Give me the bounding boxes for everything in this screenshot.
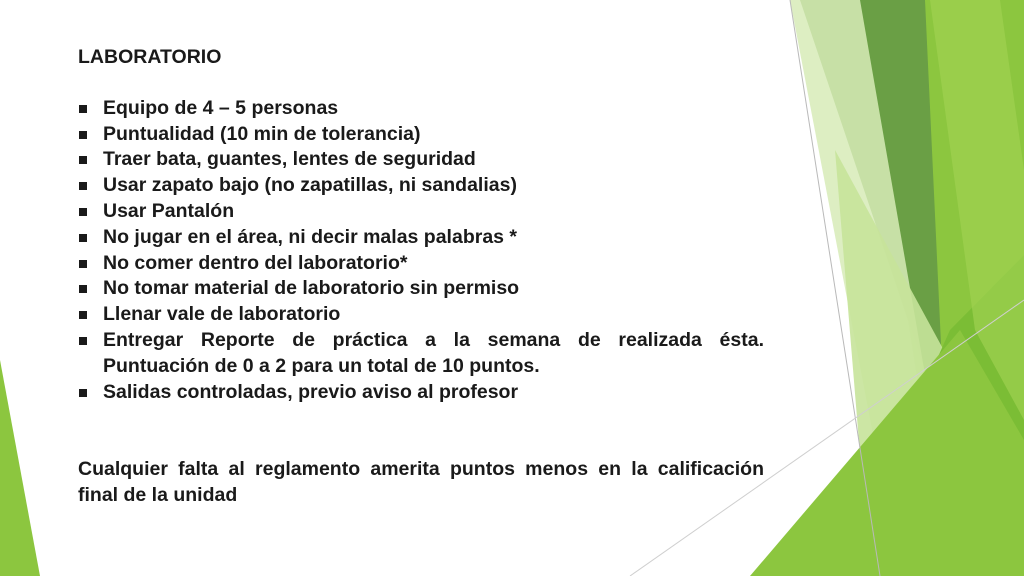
square-bullet-icon xyxy=(79,156,87,164)
rule-text: Usar zapato bajo (no zapatillas, ni sandalias) xyxy=(103,174,517,197)
rule-item xyxy=(78,328,764,380)
square-bullet-icon xyxy=(79,389,87,397)
rule-text: No tomar material de laboratorio sin permiso xyxy=(103,277,520,300)
rules-list xyxy=(78,96,764,406)
left-green-sliver xyxy=(0,360,40,576)
rule-text: Llenar vale de laboratorio xyxy=(103,303,341,326)
slide-title: LABORATORIO xyxy=(78,46,222,68)
square-bullet-icon xyxy=(79,260,87,268)
rule-text: Puntualidad (10 min de tolerancia) xyxy=(103,122,421,145)
closing-note: Cualquier falta al reglamento amerita puntos menos en la calificación final de la unidad xyxy=(78,458,764,507)
square-bullet-icon xyxy=(79,311,87,319)
square-bullet-icon xyxy=(79,131,87,139)
rule-item xyxy=(78,251,764,277)
rule-text: No jugar en el área, ni decir malas palabras * xyxy=(103,225,518,248)
rule-item xyxy=(78,147,764,173)
rule-item xyxy=(78,380,764,406)
rule-text: No comer dentro del laboratorio* xyxy=(103,251,408,274)
rule-text: Equipo de 4 – 5 personas xyxy=(103,96,339,119)
square-bullet-icon xyxy=(79,208,87,216)
square-bullet-icon xyxy=(79,234,87,242)
square-bullet-icon xyxy=(79,182,87,190)
rule-item xyxy=(78,96,764,122)
slide-content xyxy=(78,45,764,509)
square-bullet-icon xyxy=(79,105,87,113)
rule-item xyxy=(78,173,764,199)
rule-item xyxy=(78,302,764,328)
rule-text: Entregar Reporte de práctica a la semana de realizada ésta. Puntuación de 0 a 2 para un total de 10 puntos. xyxy=(103,328,764,377)
rule-item xyxy=(78,276,764,302)
square-bullet-icon xyxy=(79,285,87,293)
rule-text: Salidas controladas, previo aviso al profesor xyxy=(103,380,519,403)
rule-item xyxy=(78,225,764,251)
rule-item xyxy=(78,199,764,225)
rule-item xyxy=(78,122,764,148)
rule-text: Traer bata, guantes, lentes de seguridad xyxy=(103,148,476,171)
rule-text: Usar Pantalón xyxy=(103,199,235,222)
square-bullet-icon xyxy=(79,337,87,345)
